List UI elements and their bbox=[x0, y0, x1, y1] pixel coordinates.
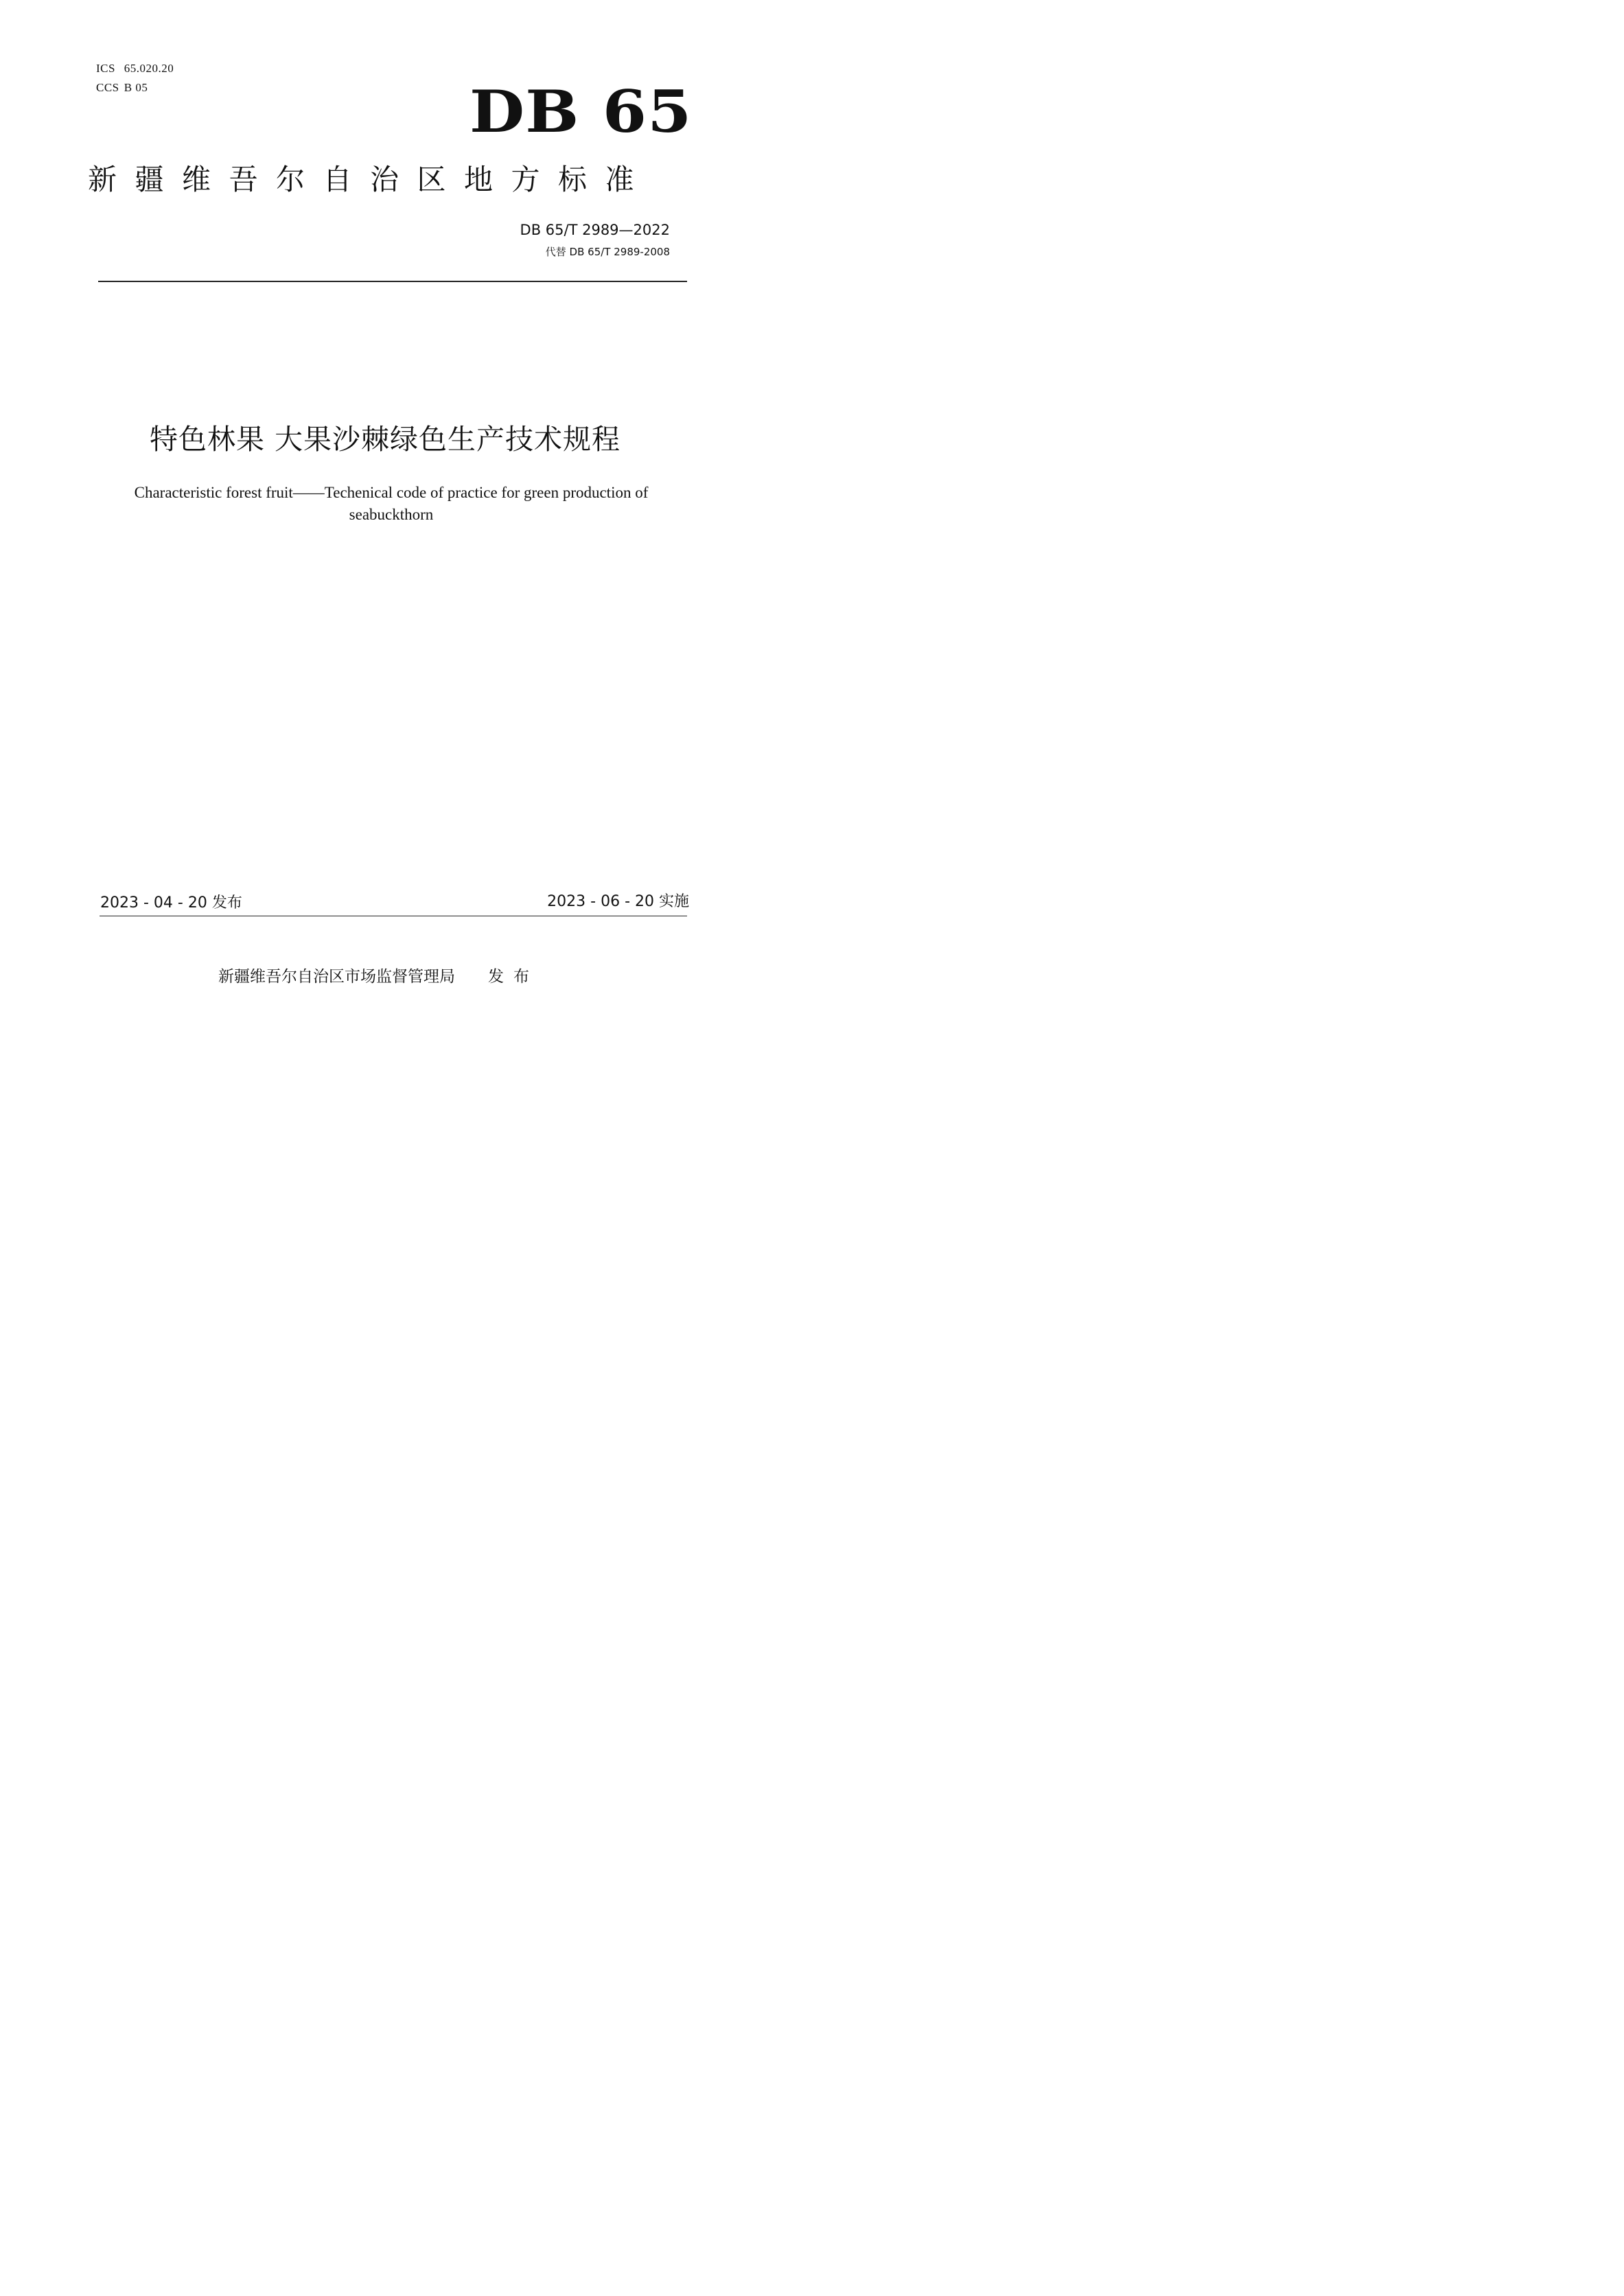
implementation-date: 2023 - 06 - 20 实施 bbox=[547, 893, 689, 910]
standard-type-heading: 新疆维吾尔自治区地方标准 bbox=[88, 163, 653, 196]
issuer-organization: 新疆维吾尔自治区市场监督管理局 bbox=[218, 968, 455, 986]
ccs-value: B 05 bbox=[124, 81, 148, 94]
classification-block bbox=[96, 59, 174, 97]
ccs-row bbox=[96, 78, 174, 97]
ics-value: 65.020.20 bbox=[124, 62, 174, 75]
issue-date: 2023 - 04 - 20 发布 bbox=[100, 894, 242, 912]
header-divider bbox=[98, 281, 687, 282]
ccs-label: CCS bbox=[96, 81, 119, 94]
ics-row bbox=[96, 59, 174, 78]
replaces-note: 代替 DB 65/T 2989-2008 bbox=[545, 246, 670, 258]
ics-label: ICS bbox=[96, 62, 115, 75]
issuer-verb: 发布 bbox=[488, 968, 539, 986]
standard-number: DB 65/T 2989—2022 bbox=[520, 222, 670, 238]
document-title-chinese: 特色林果 大果沙棘绿色生产技术规程 bbox=[149, 423, 621, 456]
issuer-line bbox=[218, 964, 539, 989]
document-title-english: Characteristic forest fruit——Techenical code of practice for green production of seabuckthorn bbox=[134, 484, 649, 523]
standard-code-logo: DB 65 bbox=[469, 78, 693, 146]
